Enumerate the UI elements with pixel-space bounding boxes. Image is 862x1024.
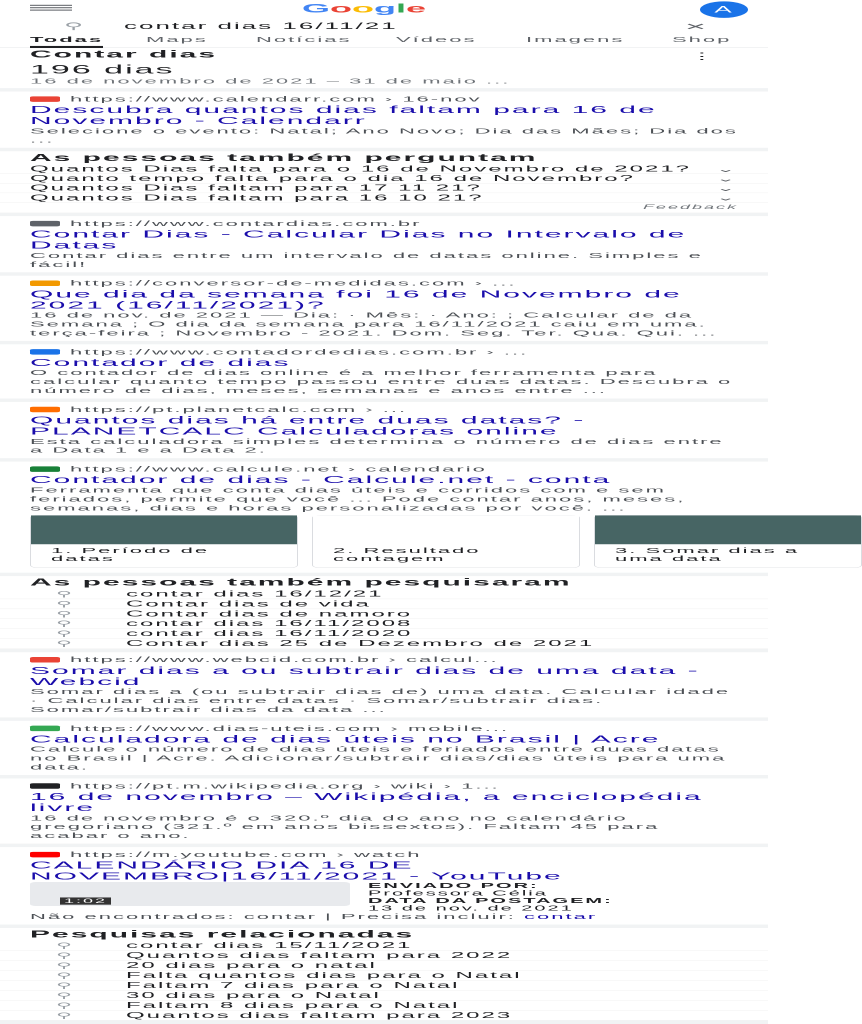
tab-shopping[interactable]: Shop [672,34,732,44]
result-snippet: 16 de nov. de 2021 — Dia: · Mês: · Ano: ; Calcular de da Semana ; O dia da semana para 16/11/2021 caiu em uma. terça-feira ; Novembro - 2021. Dom. Seg. Ter. Qua. Qui. ... [30,310,718,338]
search-suggestion[interactable]: ⚲ contar dias 16/11/2020 [0,629,768,639]
result-title[interactable]: CALENDÁRIO DIA 16 DE NOVEMBRO|16/11/2021 - YouTube [30,859,563,883]
favicon-icon [30,466,60,471]
tab-videos[interactable]: Vídeos [396,34,477,44]
result-snippet: Ferramenta que conta dias úteis e corridos com e sem feriados, permite que você ... Pode contar anos, meses, semanas, dias e horas personalizadas por você. ... [30,485,686,512]
chevron-down-icon: ⌄ [715,174,738,184]
search-suggestion[interactable]: ⚲ contar dias 16/12/21 [0,589,768,599]
search-suggestion[interactable]: ⚲ contar dias 16/11/2008 [0,619,768,629]
result-contadordedias: https://www.contadordedias.com.br › ... Contador de dias O contador de dias online é a melhor ferramenta para calcular quanto tempo passou entre duas datas. Descubra o número de dias, meses, semanas e anos entre ... [0,344,768,402]
menu-icon[interactable] [30,3,72,12]
result-youtube: https://m.youtube.com › watch CALENDÁRIO DIA 16 DE NOVEMBRO|16/11/2021 - YouTube 1:02 ENVIADO POR: Professora Célia DATA DA POSTAGEM: 13 de nov. de 2021 Não encontrados: contar | Precisa incluir: contar [0,847,768,928]
search-icon: ⚲ [56,629,75,638]
chevron-down-icon: ⌄ [715,183,738,194]
search-suggestion[interactable]: ⚲ Contar dias 25 de Dezembro de 2021 [0,639,768,649]
result-title[interactable]: Quantos dias há entre duas datas? - PLANETCALC Calculadoras online [30,414,586,437]
search-icon: ⚲ [64,20,86,31]
result-snippet: O contador de dias online é a melhor ferramenta para calcular quanto tempo passou entre duas datas. Descubra o número de dias, meses, semanas e anos entre ... [30,368,733,395]
card-image [31,515,297,544]
answer-box [0,48,768,92]
search-icon: ⚲ [56,589,75,599]
result-url: https://www.calendarr.com › 16-nov [30,94,738,105]
result-snippet: Calcule o número de dias úteis e feriados entre duas datas no Brasil | Acre. Adicionar/subtrair dias/dias úteis para uma data. [30,744,727,772]
people-also-ask [0,151,768,216]
search-suggestion[interactable]: ⚲ Quantos dias faltam para 2023 [0,1011,768,1021]
result-snippet: 16 de novembro é o 320.º dia do ano no calendário gregoriano (321.º em anos bissextos). Faltam 45 para acabar o ano. [30,813,660,840]
search-icon: ⚲ [56,609,75,618]
answer-value: 196 dias [30,63,175,77]
image-card[interactable]: 2. Resultado contagem [312,515,580,568]
paa-question[interactable]: Quantos Dias falta para o 16 de Novembro de 2021? ⌄ [0,164,768,174]
result-wikipedia: https://pt.m.wikipedia.org › wiki › 1... 16 de novembro – Wikipédia, a enciclopédia livre 16 de novembro é o 320.º dia do ano no calendário gregoriano (321.º em anos bissextos). Faltam 45 para acabar o ano. [0,778,768,847]
top-bar [0,0,768,19]
result-title[interactable]: Contar Dias - Calcular Dias no Intervalo de Datas [30,228,687,252]
paa-question[interactable]: Quantos Dias faltam para 17 11 21? ⌄ [0,183,768,193]
related-searches [0,928,768,1024]
result-dias-uteis: https://www.dias-uteis.com › mobile... Calculadora de dias úteis no Brasil | Acre Calcule o número de dias úteis e feriados entre duas datas no Brasil | Acre. Adicionar/subtrair dias/dias úteis para uma data. [0,721,768,779]
result-snippet: Esta calculadora simples determina o número de dias entre a Data 1 e a Data 2. [30,436,724,455]
search-suggestion[interactable]: ⚲ Falta quantos dias para o Natal [0,971,768,981]
search-suggestion[interactable]: ⚲ 30 dias para o Natal [0,991,768,1001]
result-calcule: https://www.calcule.net › calendario Contador de dias - Calcule.net - conta Ferramenta que conta dias úteis e corridos com e sem feriados, permite que você ... Pode contar anos, meses, semanas, dias e horas personalizadas por você. ... 1. Período de datas 2. Resultado contagem 3. Somar dias a uma data [0,462,768,577]
paa-heading: As pessoas também perguntam [30,151,538,164]
search-icon: ⚲ [56,941,75,950]
search-icon: ⚲ [56,639,75,648]
search-suggestion[interactable]: ⚲ Contar dias de vida [0,599,768,609]
result-title[interactable]: Somar dias a ou subtrair dias de uma data - Webcid [30,664,700,688]
tab-images[interactable]: Imagens [526,34,625,44]
chevron-down-icon: ⌄ [715,193,738,203]
favicon-icon [30,221,60,226]
search-icon: ⚲ [56,619,75,628]
search-suggestion[interactable]: ⚲ contar dias 15/11/2021 [0,941,768,951]
card-image [595,515,861,544]
favicon-icon [30,726,60,731]
also-searched [0,576,768,652]
search-input[interactable]: contar dias 16/11/21 [124,20,398,31]
image-card[interactable]: 3. Somar dias a uma data [594,515,862,568]
tab-news[interactable]: Notícias [256,34,352,44]
search-icon: ⚲ [56,1010,75,1020]
feedback-link[interactable]: Feedback [642,203,738,211]
more-options-icon[interactable]: ⋮ [688,51,718,62]
favicon-icon [30,349,60,354]
missing-terms: Não encontrados: contar | Precisa incluir: contar [30,912,598,921]
search-suggestion[interactable]: ⚲ Faltam 8 dias para o Natal [0,1001,768,1011]
result-calendarr [0,92,768,152]
result-title[interactable]: Que dia da semana foi 16 de Novembro de 2021 (16/11/2021)? [30,288,682,311]
video-meta: ENVIADO POR: Professora Célia DATA DA POSTAGEM: 13 de nov. de 2021 [368,882,613,913]
paa-question[interactable]: Quantos Dias faltam para 16 10 21? ⌄ [0,193,768,203]
video-duration: 1:02 [60,897,111,904]
search-suggestion[interactable]: ⚲ Quantos dias faltam para 2022 [0,951,768,961]
close-icon[interactable]: × [684,19,708,34]
paa-question[interactable]: Quanto tempo falta para o dia 16 de Novembro? ⌄ [0,174,768,184]
search-bar[interactable] [0,19,768,33]
search-icon: ⚲ [56,951,75,960]
related-heading: Pesquisas relacionadas [30,928,415,940]
google-logo[interactable]: Google [302,1,427,16]
result-snippet: Contar dias entre um intervalo de datas online. Simples e fácil! [30,251,703,269]
chevron-down-icon: ⌄ [715,164,738,174]
video-thumbnail[interactable] [30,882,350,906]
favicon-icon [30,407,60,412]
search-suggestion[interactable]: ⚲ Contar dias de namoro [0,609,768,619]
search-suggestion[interactable]: ⚲ Faltam 7 dias para o Natal [0,981,768,991]
search-suggestion[interactable]: ⚲ 20 dias para o natal [0,961,768,971]
answer-detail: 16 de novembro de 2021 – 31 de maio ... [30,76,511,86]
result-snippet: Selecione o evento: Natal; Ano Novo; Dia das Mães; Dia dos ... [30,126,738,145]
card-image [313,515,579,544]
result-title[interactable]: Contador de dias - Calcule.net - conta [30,474,612,486]
favicon-icon [30,96,60,101]
result-title[interactable]: Descubra quantos dias faltam para 16 de Novembro - Calendarr [30,104,657,127]
result-title[interactable]: 16 de novembro – Wikipédia, a enciclopédia livre [30,791,703,814]
search-icon: ⚲ [56,971,75,980]
result-webcid: https://www.webcid.com.br › calcul... Somar dias a ou subtrair dias de uma data - Webcid Somar dias a (ou subtrair dias de) uma data. Calcular idade · Calcular dias entre datas · Somar/subtrair dias. Somar/subtrair dias da data ... [0,652,768,721]
tab-all[interactable]: Todas [30,35,103,48]
result-contardias: https://www.contardias.com.br Contar Dias - Calcular Dias no Intervalo de Datas Contar dias entre um intervalo de datas online. Simples e fácil! [0,216,768,276]
result-conversor: https://conversor-de-medidas.com › ... Que dia da semana foi 16 de Novembro de 2021 (16/11/2021)? 16 de nov. de 2021 — Dia: · Mês: · Ano: ; Calcular de da Semana ; O dia da semana para 16/11/2021 caiu em uma. terça-feira ; Novembro - 2021. Dom. Seg. Ter. Qua. Qui. ... [0,276,768,345]
answer-heading: Contar dias [30,48,218,61]
search-icon: ⚲ [56,961,75,970]
favicon-icon [30,281,60,286]
search-tabs [0,33,768,48]
also-searched-heading: As pessoas também pesquisaram [30,576,572,589]
result-title[interactable]: Calculadora de dias úteis no Brasil | Acre [30,733,661,745]
search-icon: ⚲ [56,981,75,990]
favicon-icon [30,783,60,788]
missing-term-link[interactable]: contar [524,912,598,921]
avatar[interactable]: A [700,1,748,17]
youtube-icon [30,852,60,857]
result-planetcalc: https://pt.planetcalc.com › ... Quantos dias há entre duas datas? - PLANETCALC Calculadoras online Esta calculadora simples determina o número de dias entre a Data 1 e a Data 2. [0,402,768,462]
result-title[interactable]: Contador de dias [30,356,291,369]
result-snippet: Somar dias a (ou subtrair dias de) uma data. Calcular idade · Calcular dias entre datas · Somar/subtrair dias. Somar/subtrair dias da data ... [30,687,731,714]
image-card[interactable]: 1. Período de datas [30,515,298,568]
favicon-icon [30,657,60,662]
search-icon: ⚲ [56,1001,75,1010]
search-icon: ⚲ [56,991,75,1000]
tab-maps[interactable]: Maps [146,34,208,44]
search-icon: ⚲ [56,599,75,609]
